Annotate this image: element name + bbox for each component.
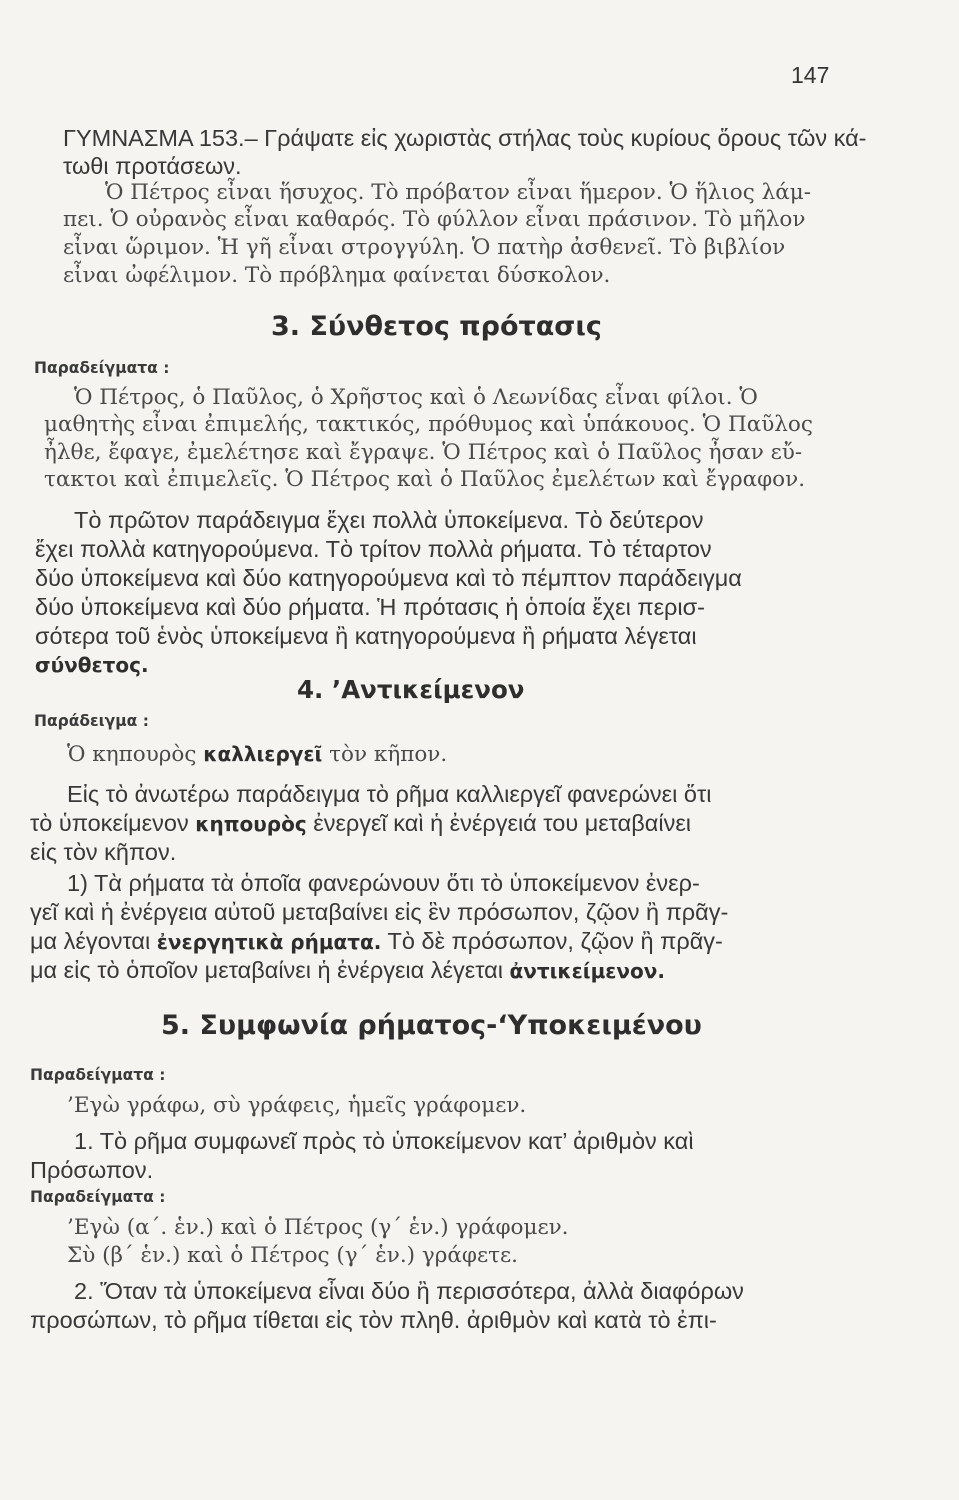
section-3-examples-label: Παραδείγματα : [34, 359, 170, 377]
example-verb: καλλιεργεῖ [203, 742, 323, 766]
section-5-title: 5. Συμφωνία ρήματος-‘Υποκειμένου [161, 1010, 702, 1041]
example-subject: Ὁ κηπουρὸς [67, 742, 197, 767]
exercise-sentence-line: πει. Ὁ οὐρανὸς εἶναι καθαρός. Τὸ φύλλον εἶναι πράσινον. Τὸ μῆλον [63, 207, 806, 232]
section-5-example-line: ’Εγὼ γράφω, σὺ γράφεις, ἡμεῖς γράφομεν. [67, 1093, 527, 1118]
section-4-title: 4. ’Αντικείμενον [297, 675, 525, 704]
section-4-paragraph-line [30, 925, 723, 957]
exercise-title-line-2: τωθι προτάσεων. [63, 153, 242, 179]
section-5-rule-line: 1. Τὸ ρῆμα συμφωνεῖ πρὸς τὸ ὑποκείμενον κατ’ ἀριθμὸν καὶ [74, 1128, 694, 1154]
text-run: μα λέγονται [30, 928, 151, 954]
section-3-title: 3. Σύνθετος πρότασις [271, 311, 602, 342]
text-run: μα εἰς τὸ ὁποῖον μεταβαίνει ἡ ἐνέργεια λέγεται [30, 957, 503, 983]
page-number: 147 [791, 62, 830, 88]
section-5-rule-line: 2. Ὅταν τὰ ὑποκείμενα εἶναι δύο ἢ περισσότερα, ἀλλὰ διαφόρων [74, 1278, 744, 1304]
section-3-example-line: τακτοι καὶ ἐπιμελεῖς. Ὁ Πέτρος καὶ ὁ Παῦλος ἐμελέτων καὶ ἔγραφον. [44, 467, 806, 492]
bold-active-verbs: ἐνεργητικὰ ρήματα. [156, 930, 382, 954]
section-4-paragraph-line: γεῖ καὶ ἡ ἐνέργεια αὐτοῦ μεταβαίνει εἰς ἓν πρόσωπον, ζῷον ἢ πρᾶγ- [30, 899, 729, 925]
example-object: τὸν κῆπον. [329, 742, 448, 767]
section-4-paragraph-line: Εἰς τὸ ἀνωτέρω παράδειγμα τὸ ρῆμα καλλιεργεῖ φανερώνει ὅτι [67, 781, 712, 807]
bold-subject: κηπουρὸς [195, 812, 307, 836]
text-run: τὸ ὑποκείμενον [30, 810, 189, 836]
section-5-example-line: Σὺ (β΄ ἑν.) καὶ ὁ Πέτρος (γ΄ ἑν.) γράφετε. [67, 1243, 518, 1268]
section-5-examples-label-1: Παραδείγματα : [30, 1066, 166, 1084]
section-3-explanation-line: δύο ὑποκείμενα καὶ δύο ρήματα. Ἡ πρότασις ἡ ὁποία ἔχει περισ- [35, 594, 705, 620]
bold-object-term: ἀντικείμενον. [509, 959, 666, 983]
section-3-explanation-line: Τὸ πρῶτον παράδειγμα ἔχει πολλὰ ὑποκείμενα. Τὸ δεύτερον [74, 507, 704, 533]
section-5-example-line: ’Εγὼ (α΄. ἑν.) καὶ ὁ Πέτρος (γ΄ ἑν.) γράφομεν. [67, 1215, 569, 1240]
section-3-example-line: ἦλθε, ἔφαγε, ἐμελέτησε καὶ ἔγραψε. Ὁ Πέτρος καὶ ὁ Παῦλος ἦσαν εὔ- [44, 440, 803, 465]
section-4-paragraph-line: εἰς τὸν κῆπον. [30, 839, 177, 865]
section-5-rule-line: προσώπων, τὸ ρῆμα τίθεται εἰς τὸν πληθ. ἀριθμὸν καὶ κατὰ τὸ ἐπι- [30, 1307, 717, 1333]
section-5-rule-line: Πρόσωπον. [30, 1157, 154, 1183]
exercise-sentence-line: εἶναι ὥριμον. Ἡ γῆ εἶναι στρογγύλη. Ὁ πατὴρ ἀσθενεῖ. Τὸ βιβλίον [63, 235, 786, 260]
section-3-explanation-line: ἔχει πολλὰ κατηγορούμενα. Τὸ τρίτον πολλὰ ρήματα. Τὸ τέταρτον [35, 536, 712, 562]
section-3-example-line: Ὁ Πέτρος, ὁ Παῦλος, ὁ Χρῆστος καὶ ὁ Λεωνίδας εἶναι φίλοι. Ὁ [74, 385, 758, 410]
section-4-example-label: Παράδειγμα : [34, 712, 149, 730]
exercise-title-line-1: ΓΥΜΝΑΣΜΑ 153.– Γράψατε εἰς χωριστὰς στήλας τοὺς κυρίους ὅρους τῶν κά- [63, 125, 867, 151]
section-4-example-line [67, 738, 447, 770]
section-4-paragraph-line [30, 954, 665, 986]
exercise-sentence-line: Ὁ Πέτρος εἶναι ἥσυχος. Τὸ πρόβατον εἶναι ἥμερον. Ὁ ἥλιος λάμ- [105, 180, 811, 205]
text-run: Τὸ δὲ πρόσωπον, ζῷον ἢ πρᾶγ- [387, 928, 723, 954]
section-3-example-line: μαθητὴς εἶναι ἐπιμελής, τακτικός, πρόθυμος καὶ ὑπάκουος. Ὁ Παῦλος [44, 412, 813, 437]
section-4-paragraph-line [30, 807, 691, 839]
section-3-explanation-line: δύο ὑποκείμενα καὶ δύο κατηγορούμενα καὶ τὸ πέμπτον παράδειγμα [35, 565, 742, 591]
section-5-examples-label-2: Παραδείγματα : [30, 1188, 166, 1206]
text-run: ἐνεργεῖ καὶ ἡ ἐνέργειά του μεταβαίνει [313, 810, 692, 836]
section-4-paragraph-line: 1) Τὰ ρήματα τὰ ὁποῖα φανερώνουν ὅτι τὸ ὑποκείμενον ἐνερ- [67, 870, 700, 896]
exercise-sentence-line: εἶναι ὠφέλιμον. Τὸ πρόβλημα φαίνεται δύσκολον. [63, 263, 611, 288]
section-3-term-line [35, 649, 149, 681]
section-3-explanation-line: σότερα τοῦ ἑνὸς ὑποκείμενα ἢ κατηγορούμενα ἢ ρήματα λέγεται [35, 623, 697, 649]
compound-term: σύνθετος. [35, 653, 149, 677]
